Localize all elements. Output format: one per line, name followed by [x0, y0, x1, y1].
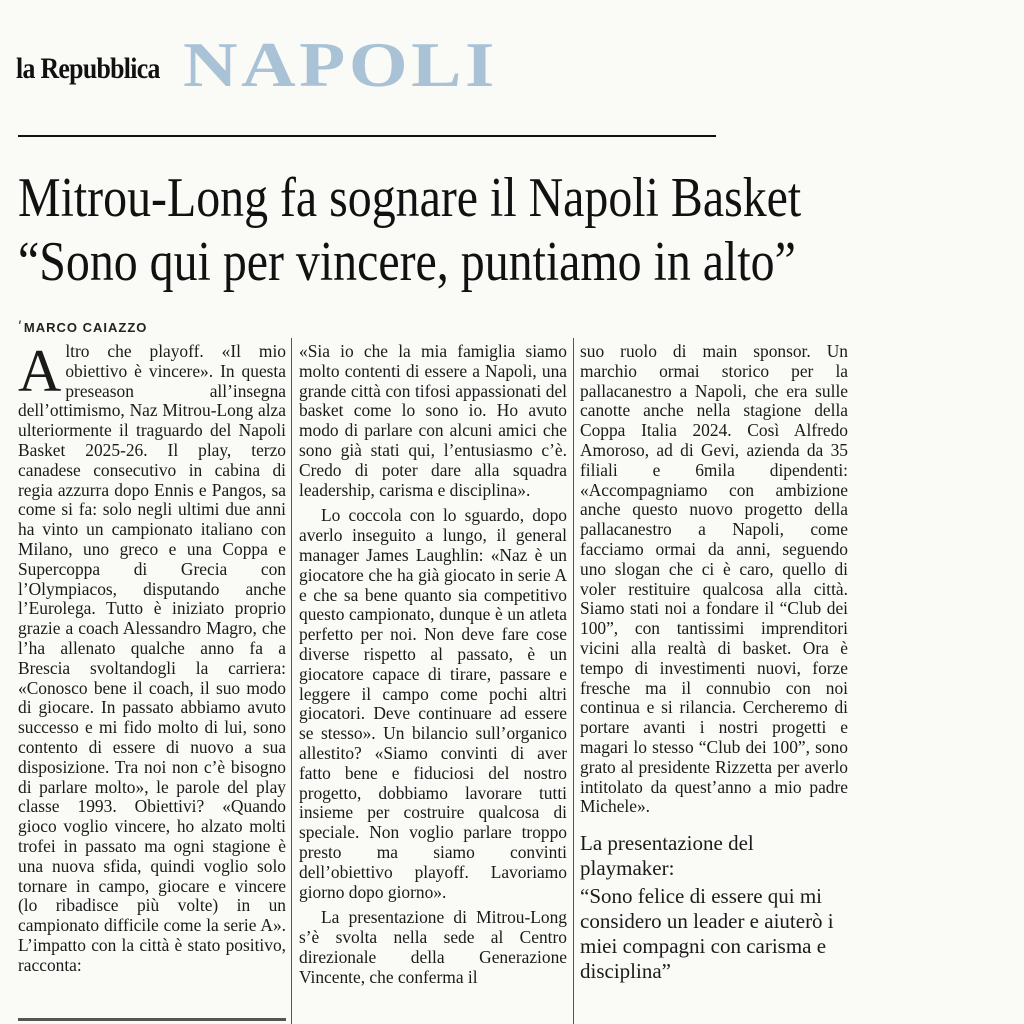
article-column-2: [299, 342, 567, 988]
newspaper-brand: la Repubblica: [16, 52, 160, 85]
pen-icon: ʹ: [18, 320, 23, 336]
article-paragraph: Lo coccola con lo sguardo, dopo averlo inseguito a lungo, il general manager James Laughlin: «Naz è un giocatore che ha già giocato in serie A e che sa bene quanto sia competitivo questo campionato, dunque è un atleta perfetto per noi. Non deve fare cose diverse rispetto al passato, è un giocatore capace di tirare, passare e leggere il campo come pochi altri giocatori. Deve continuare ad essere se stesso». Un bilancio sull’organico allestito? «Siamo convinti di aver fatto bene e fiduciosi del nostro progetto, dobbiamo lavorare tutti insieme per costruire qualcosa di speciale. Non voglio parlare troppo presto ma siamo convinti dell’obiettivo playoff. Lavoriamo giorno dopo giorno».: [299, 505, 567, 902]
article-paragraph: [18, 338, 286, 976]
drop-cap: A: [18, 338, 62, 404]
headline-line-2: “Sono qui per vincere, puntiamo in alto”: [18, 231, 796, 293]
article-paragraph: «Sia io che la mia famiglia siamo molto contenti di essere a Napoli, una grande città con tifosi appassionati del basket come lo sono io. Ho avuto modo di parlare con alcuni amici che sono già stati qui, l’entusiasmo c’è. Credo di poter dare alla squadra leadership, carisma e disciplina».: [299, 341, 567, 500]
paragraph-text: ltro che playoff. «Il mio obiettivo è vincere». In questa preseason all’insegna dell’ottimismo, Naz Mitrou-Long alza ulteriormente il traguardo del Napoli Basket 2025-26. Il play, terzo canadese consecutivo in cabina di regia azzurra dopo Ennis e Pangos, sa come si fa: solo negli ultimi due anni ha vinto un campionato italiano con Milano, uno greco e una Coppa e Supercoppa di Grecia con l’Olympiacos, disputando anche l’Eurolega. Tutto è iniziato proprio grazie a coach Alessandro Magro, che l’ha allenato qualche anno fa a Brescia svoltandogli la carriera: «Conosco bene il coach, il suo modo di giocare. In passato abbiamo avuto successo e mi fido molto di lui, sono contento di essere di nuovo a sua disposizione. Tra noi non c’è bisogno di parlare molto», le parole del play classe 1993. Obiettivi? «Quando gioco voglio vincere, ho alzato molti trofei in passato ma ogni stagione è una nuova sfida, quindi voglio solo tornare in campo, giocare e vincere (lo ribadisce più volte) in un campionato difficile come la serie A». L’impatto con la città è stato positivo, racconta:: [18, 341, 286, 975]
top-rule: [18, 135, 716, 137]
article-column-3: [580, 342, 848, 984]
headline-line-1: Mitrou-Long fa sognare il Napoli Basket: [18, 167, 802, 229]
masthead: [16, 29, 498, 108]
byline: [18, 320, 147, 336]
byline-author: MARCO CAIAZZO: [23, 320, 148, 335]
column-divider: [573, 338, 574, 1024]
pull-quote: [580, 831, 848, 984]
pull-quote-text: “Sono felice di essere qui mi considero un leader e aiuterò i miei compagni con carisma e disciplina”: [580, 884, 834, 984]
article-column-1: [18, 338, 286, 976]
article-paragraph: suo ruolo di main sponsor. Un marchio ormai storico per la pallacanestro a Napoli, che era sulle canotte anche nella stagione della Coppa Italia 2024. Così Alfredo Amoroso, ad di Gevi, azienda da 35 filiali e 6mila dipendenti: «Accompagniamo con ambizione anche questo nuovo progetto della pallacanestro a Napoli, come facciamo ormai da anni, seguendo uno slogan che ci è caro, quello di voler restituire qualcosa alla città. Siamo stati noi a fondare il “Club dei 100”, con tantissimi imprenditori vicini alla realtà di basket. Ora è tempo di investimenti nuovi, forze fresche ma il connubio con noi continua e si rilancia. Cercheremo di portare avanti i nostri progetti e magari lo stesso “Club dei 100”, sono grato al presidente Rizzetta per averlo intitolato da quest’anno a mio padre Michele».: [580, 341, 848, 817]
pull-quote-lead: La presentazione del playmaker:: [580, 831, 754, 881]
column-divider: [291, 338, 292, 1024]
bottom-rule: [18, 1018, 286, 1021]
article-paragraph: La presentazione di Mitrou-Long s’è svolta nella sede al Centro direzionale della Generazione Vincente, che conferma il: [299, 907, 567, 987]
edition-name: NAPOLI: [183, 29, 498, 100]
